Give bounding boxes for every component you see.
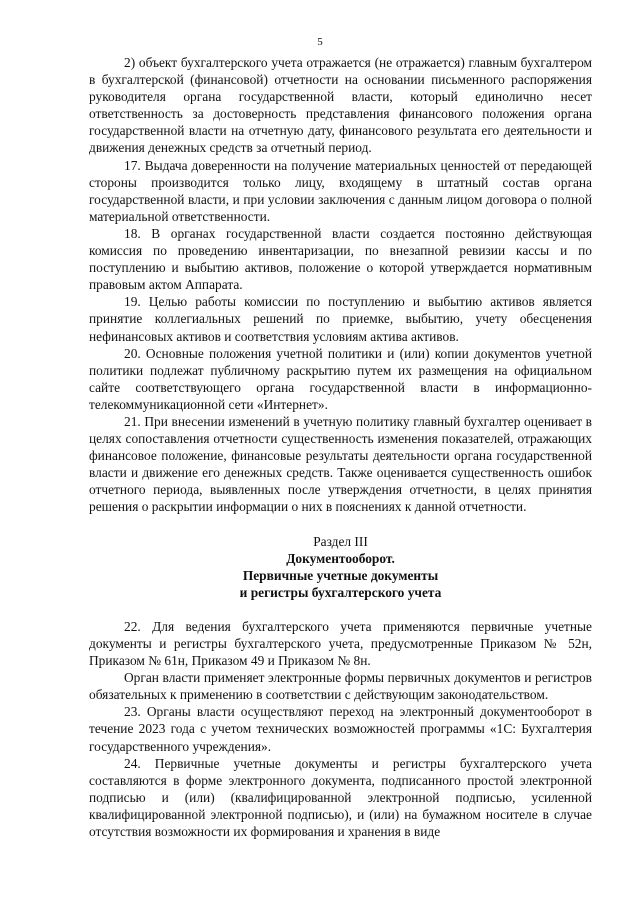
- section-title-line-2: Первичные учетные документы: [242, 567, 439, 583]
- paragraph-20: 20. Основные положения учетной политики и (или) копии документов учетной политики подлежат публичному раскрытию путем их размещения на официальном сайте соответствующего органа государственной власти в информационно-телекоммуникационной сети «Интернет».: [89, 345, 592, 412]
- paragraph-22: 22. Для ведения бухгалтерского учета применяются первичные учетные документы и регистры бухгалтерского учета, предусмотренные Приказом № 52н, Приказом № 61н, Приказом 49 и Приказом № 8н.: [89, 618, 592, 669]
- section-title-line-3: и регистры бухгалтерского учета: [239, 584, 442, 600]
- document-body: [89, 54, 592, 840]
- section-title-line-1: Документооборот.: [286, 550, 395, 566]
- paragraph-17: 17. Выдача доверенности на получение материальных ценностей от передающей стороны производится только лицу, входящему в штатный состав органа государственной власти, и при условии заключения с данным лицом договора о полной материальной ответственности.: [89, 157, 592, 224]
- section-heading: [89, 533, 592, 601]
- paragraph-21: 21. При внесении изменений в учетную политику главный бухгалтер оценивает в целях сопоставления отчетности существенность изменения показателей, отражающих финансовое положение, финансовые результаты деятельности органа государственной власти и движение его денежных средств. Также оценивается существенность ошибок отчетного периода, выявленных после утверждения отчетности, в целях принятия решения о раскрытии информации о них в пояснениях к данной отчетности.: [89, 413, 592, 515]
- paragraph-23: 23. Органы власти осуществляют переход на электронный документооборот в течение 2023 года с учетом технических возможностей программы «1С: Бухгалтерия государственного учреждения».: [89, 704, 592, 754]
- paragraph-18: 18. В органах государственной власти создается постоянно действующая комиссия по проведению инвентаризации, по внезапной ревизии кассы и по поступлению и выбытию активов, положение о которой утверждается нормативным правовым актом Аппарата.: [89, 225, 592, 293]
- paragraph-19: 19. Целью работы комиссии по поступлению и выбытию активов является принятие коллегиальных решений по приемке, выбытию, учету обесценения нефинансовых активов и соответствия условиям актива активов.: [89, 294, 592, 344]
- paragraph-24: 24. Первичные учетные документы и регистры бухгалтерского учета составляются в форме электронного документа, подписанного простой электронной подписью и (или) (квалифицированной электронной подписью, усиленной квалифицированной электронной подписью), и (или) на бумажном носителе в случае отсутствия возможности их формирования и хранения в виде: [89, 755, 592, 840]
- paragraph-16-item-2: 2) объект бухгалтерского учета отражается (не отражается) главным бухгалтером в бухгалтерской (финансовой) отчетности на основании письменного распоряжения руководителя органа государственной власти, который единолично несет ответственность за достоверность представления финансового положения органа государственной власти на отчетную дату, финансового результата его деятельности и движения денежных средств за отчетный период.: [89, 55, 592, 156]
- paragraph-22-continued: Орган власти применяет электронные формы первичных документов и регистров обязательных к применению в соответствии с действующим законодательством.: [89, 670, 592, 703]
- page-number: 5: [317, 36, 323, 48]
- section-label: Раздел III: [313, 533, 368, 549]
